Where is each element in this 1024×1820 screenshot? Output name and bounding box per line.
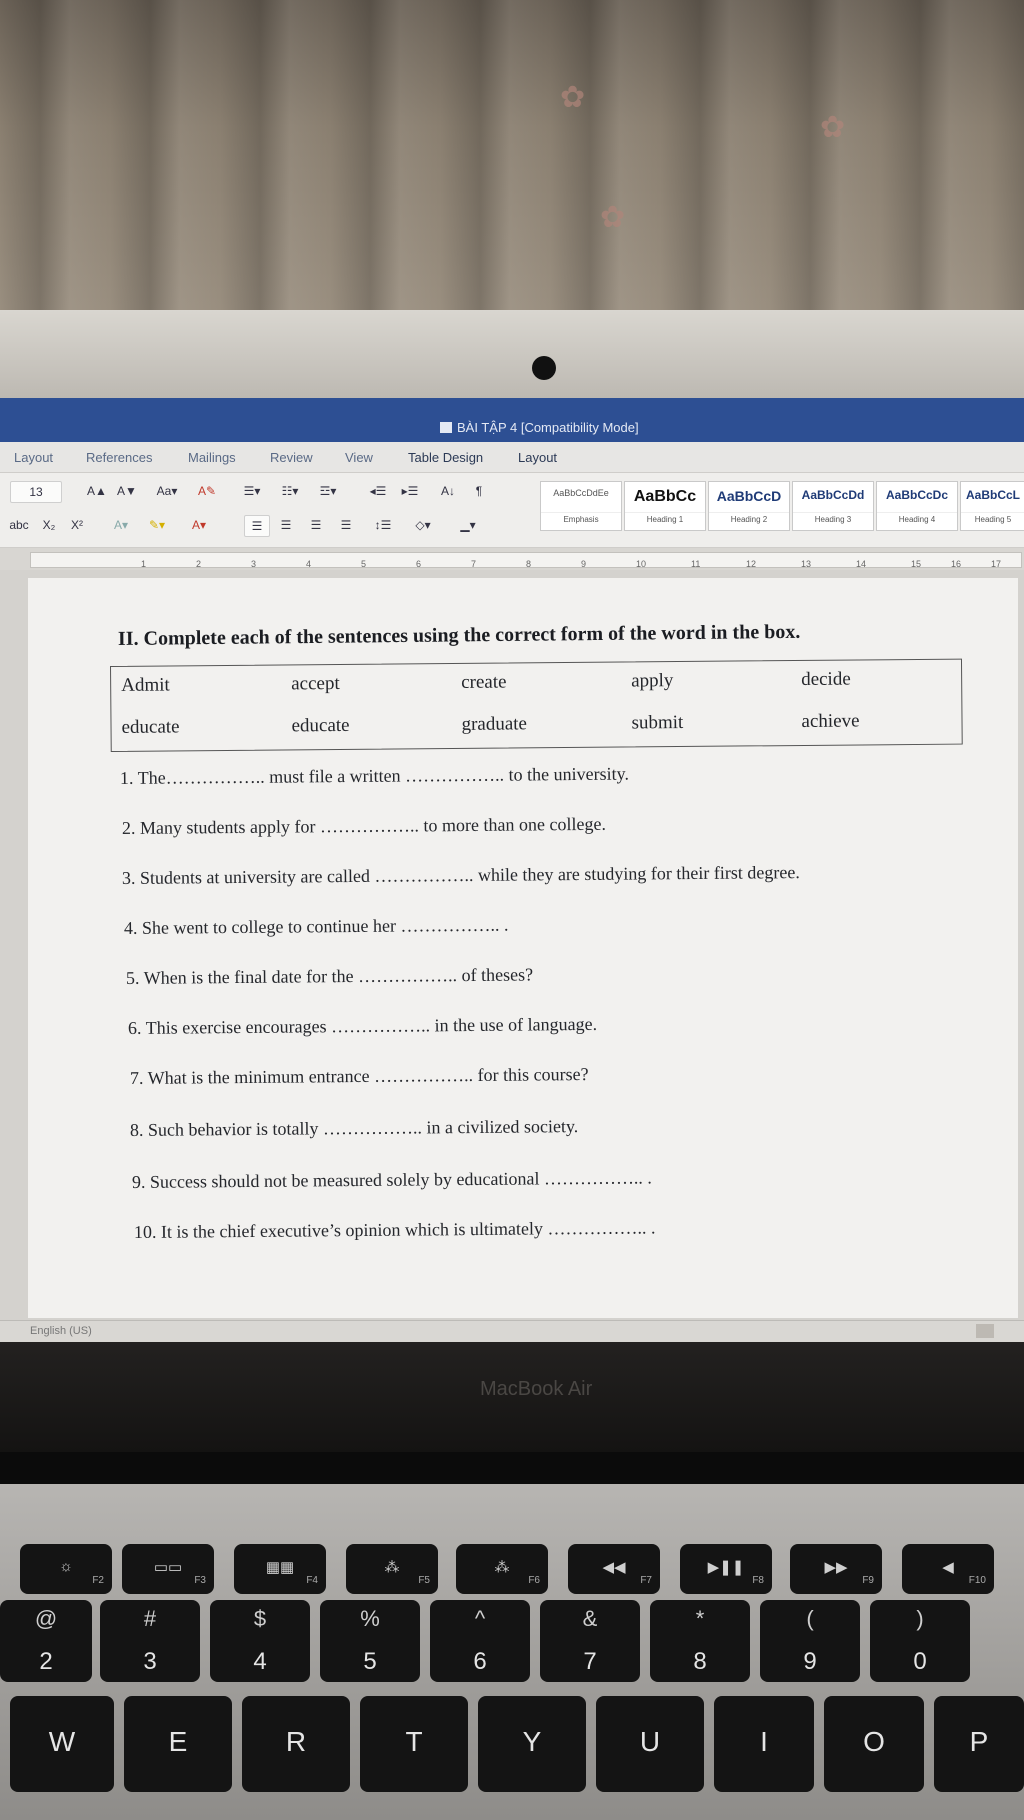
key-label: F9 bbox=[862, 1575, 874, 1586]
sentence-8: 8. Such behavior is totally …………….. in a civilized society. bbox=[129, 1116, 579, 1140]
keyboard-light-up-icon: ⁂ bbox=[494, 1559, 510, 1576]
tab-mailings[interactable]: Mailings bbox=[188, 450, 236, 465]
style-heading-4[interactable] bbox=[876, 481, 958, 531]
laptop-hinge bbox=[0, 1452, 1024, 1484]
key-i[interactable] bbox=[714, 1696, 814, 1792]
sentence-1: 1. The…………….. must file a written …………….. to the university. bbox=[119, 763, 630, 788]
ruler-tick: 11 bbox=[691, 559, 701, 569]
key-f8[interactable] bbox=[680, 1544, 772, 1594]
style-sample: AaBbCcD bbox=[716, 488, 782, 504]
align-right-icon[interactable]: ☰ bbox=[310, 518, 322, 532]
subscript-button[interactable]: X₂ bbox=[42, 518, 56, 532]
multilevel-list-icon[interactable]: ☲▾ bbox=[319, 484, 337, 498]
key-shift-label: * bbox=[695, 1606, 705, 1631]
laptop-lid bbox=[0, 310, 1024, 400]
key-label: F8 bbox=[752, 1575, 764, 1586]
key-label: O bbox=[863, 1726, 885, 1757]
style-heading-3[interactable] bbox=[792, 481, 874, 531]
line-spacing-icon[interactable]: ↕☰ bbox=[374, 518, 392, 532]
word-cell: create bbox=[461, 671, 507, 693]
key-8[interactable] bbox=[650, 1600, 750, 1682]
curtain-pattern: ✿ bbox=[820, 111, 846, 144]
sentence-5: 5. When is the final date for the …………….. of theses? bbox=[125, 964, 534, 988]
key-5[interactable] bbox=[320, 1600, 420, 1682]
style-sample: AaBbCc bbox=[633, 488, 697, 505]
key-shift-label: @ bbox=[34, 1606, 58, 1631]
sentence-3: 3. Students at university are called …………….. while they are studying for their first degree. bbox=[121, 862, 800, 888]
curtain-background bbox=[0, 0, 1024, 318]
increase-indent-icon[interactable]: ▸☰ bbox=[401, 484, 419, 498]
key-label: F6 bbox=[528, 1575, 540, 1586]
key-o[interactable] bbox=[824, 1696, 924, 1792]
justify-icon[interactable]: ☰ bbox=[340, 518, 352, 532]
tab-table-layout[interactable]: Layout bbox=[518, 450, 558, 465]
superscript-button[interactable]: X² bbox=[71, 518, 83, 532]
fast-forward-icon: ▶▶ bbox=[824, 1559, 848, 1576]
key-f10[interactable] bbox=[902, 1544, 994, 1594]
key-t[interactable] bbox=[360, 1696, 468, 1792]
key-label: 9 bbox=[803, 1648, 817, 1675]
tab-view[interactable]: View bbox=[345, 450, 373, 465]
key-label: F2 bbox=[92, 1575, 104, 1586]
key-shift-label: $ bbox=[253, 1606, 267, 1631]
style-emphasis[interactable] bbox=[540, 481, 622, 531]
key-f5[interactable] bbox=[346, 1544, 438, 1594]
key-label: 7 bbox=[583, 1648, 597, 1675]
ruler-tick: 15 bbox=[911, 559, 922, 569]
key-f7[interactable] bbox=[568, 1544, 660, 1594]
key-label: U bbox=[639, 1726, 661, 1757]
word-cell: apply bbox=[631, 670, 674, 692]
key-shift-label: # bbox=[143, 1606, 157, 1631]
font-color-icon[interactable]: A▾ bbox=[191, 518, 207, 532]
tab-layout[interactable]: Layout bbox=[14, 450, 54, 465]
word-cell: educate bbox=[291, 714, 350, 737]
key-f2[interactable] bbox=[20, 1544, 112, 1594]
sentence-6: 6. This exercise encourages …………….. in the use of language. bbox=[127, 1013, 598, 1038]
borders-icon[interactable]: ▁▾ bbox=[460, 518, 476, 532]
ruler-tick: 17 bbox=[991, 559, 1002, 569]
brightness-icon: ☼ bbox=[59, 1558, 73, 1575]
ruler-tick: 3 bbox=[251, 559, 257, 569]
strikethrough-button[interactable]: abc bbox=[9, 518, 29, 532]
key-r[interactable] bbox=[242, 1696, 350, 1792]
style-heading-5[interactable] bbox=[960, 481, 1024, 531]
sentence-7: 7. What is the minimum entrance …………….. for this course? bbox=[129, 1063, 589, 1088]
word-cell: achieve bbox=[801, 710, 860, 732]
key-label: F10 bbox=[968, 1575, 986, 1586]
grow-font-button[interactable]: A▲ bbox=[87, 484, 107, 498]
word-cell: decide bbox=[801, 668, 851, 690]
key-f4[interactable] bbox=[234, 1544, 326, 1594]
style-name: Heading 3 bbox=[793, 512, 873, 524]
status-bar bbox=[0, 1320, 1024, 1342]
style-heading-1[interactable] bbox=[624, 481, 706, 531]
key-f3[interactable] bbox=[122, 1544, 214, 1594]
ruler-tick: 7 bbox=[471, 559, 477, 569]
align-left-icon[interactable]: ☰ bbox=[244, 515, 270, 537]
ruler-tick: 12 bbox=[746, 559, 757, 569]
style-name: Heading 4 bbox=[877, 512, 957, 524]
text-effects-icon[interactable]: A▾ bbox=[113, 518, 129, 532]
word-cell: graduate bbox=[461, 713, 528, 735]
style-name: Heading 2 bbox=[709, 512, 789, 524]
key-label: 8 bbox=[693, 1648, 707, 1675]
style-sample: AaBbCcDc bbox=[885, 488, 948, 502]
align-center-icon[interactable]: ☰ bbox=[280, 518, 292, 532]
language-indicator[interactable]: English (US) bbox=[30, 1325, 92, 1337]
style-sample: AaBbCcDdEe bbox=[553, 488, 609, 498]
key-y[interactable] bbox=[478, 1696, 586, 1792]
key-label: W bbox=[48, 1726, 76, 1757]
key-p[interactable] bbox=[934, 1696, 1024, 1792]
sentence-2: 2. Many students apply for …………….. to more than one college. bbox=[121, 813, 606, 838]
sentence-10: 10. It is the chief executive’s opinion which is ultimately …………….. . bbox=[133, 1217, 656, 1242]
launchpad-icon: ▦▦ bbox=[265, 1559, 295, 1576]
key-7[interactable] bbox=[540, 1600, 640, 1682]
style-name: Emphasis bbox=[541, 512, 621, 524]
ruler-tick: 8 bbox=[526, 559, 532, 569]
key-label: F3 bbox=[194, 1575, 206, 1586]
highlight-color-icon[interactable]: ✎▾ bbox=[148, 518, 166, 532]
play-pause-icon: ▶❚❚ bbox=[707, 1559, 745, 1576]
word-cell: submit bbox=[631, 712, 684, 734]
tab-table-design[interactable]: Table Design bbox=[408, 450, 484, 465]
sentence-4: 4. She went to college to continue her …………….. . bbox=[123, 914, 509, 938]
document-canvas bbox=[0, 570, 1024, 1320]
curtain-pattern: ✿ bbox=[600, 201, 626, 234]
ruler-tick: 13 bbox=[801, 559, 812, 569]
key-shift-label: ) bbox=[916, 1606, 924, 1631]
ruler-tick: 9 bbox=[581, 559, 587, 569]
ruler-tick: 6 bbox=[416, 559, 422, 569]
key-label: 3 bbox=[143, 1648, 157, 1675]
laptop-brand-label: MacBook Air bbox=[480, 1378, 593, 1400]
key-label: E bbox=[168, 1726, 188, 1757]
key-0[interactable] bbox=[870, 1600, 970, 1682]
key-label: 6 bbox=[473, 1648, 487, 1675]
change-case-icon[interactable]: Aa▾ bbox=[156, 484, 178, 498]
shrink-font-button[interactable]: A▼ bbox=[117, 484, 137, 498]
key-label: R bbox=[285, 1726, 307, 1757]
style-sample: AaBbCcL bbox=[965, 488, 1020, 502]
window-title-text: BÀI TẬP 4 [Compatibility Mode] bbox=[457, 420, 639, 435]
laptop-screen bbox=[0, 398, 1024, 1342]
ruler-tick: 4 bbox=[306, 559, 312, 569]
mission-control-icon: ▭▭ bbox=[153, 1559, 183, 1576]
window-titlebar bbox=[0, 398, 1024, 442]
rewind-icon: ◀◀ bbox=[602, 1559, 626, 1576]
ribbon-toolbar bbox=[0, 473, 1024, 548]
key-shift-label: % bbox=[360, 1606, 380, 1631]
webcam bbox=[532, 356, 556, 380]
key-e[interactable] bbox=[124, 1696, 232, 1792]
style-name: Heading 5 bbox=[961, 512, 1024, 524]
show-formatting-icon[interactable]: ¶ bbox=[475, 484, 483, 498]
key-u[interactable] bbox=[596, 1696, 704, 1792]
word-cell: educate bbox=[121, 716, 180, 738]
key-label: 2 bbox=[39, 1648, 53, 1675]
key-label: 4 bbox=[253, 1648, 267, 1675]
bullets-icon[interactable]: ☰▾ bbox=[243, 484, 261, 498]
exercise-heading: II. Complete each of the sentences using the correct form of the word in the box. bbox=[117, 620, 801, 650]
key-shift-label: ( bbox=[806, 1606, 814, 1631]
key-6[interactable] bbox=[430, 1600, 530, 1682]
ribbon-tabs bbox=[0, 442, 1024, 473]
key-shift-label: & bbox=[582, 1606, 598, 1631]
key-w[interactable] bbox=[10, 1696, 114, 1792]
key-f9[interactable] bbox=[790, 1544, 882, 1594]
ruler-tick: 1 bbox=[141, 559, 147, 569]
curtain-pattern: ✿ bbox=[560, 81, 586, 114]
clear-formatting-icon[interactable]: A✎ bbox=[197, 484, 217, 498]
key-4[interactable] bbox=[210, 1600, 310, 1682]
word-cell: accept bbox=[291, 672, 340, 695]
key-label: F4 bbox=[306, 1575, 318, 1586]
style-heading-2[interactable] bbox=[708, 481, 790, 531]
horizontal-ruler bbox=[0, 548, 1024, 570]
key-label: I bbox=[760, 1726, 768, 1757]
document-page[interactable] bbox=[28, 578, 1018, 1318]
word-box-table[interactable] bbox=[110, 659, 963, 752]
sentence-9: 9. Success should not be measured solely by educational …………….. . bbox=[131, 1167, 652, 1192]
numbering-icon[interactable]: ☷▾ bbox=[281, 484, 299, 498]
tab-references[interactable]: References bbox=[86, 450, 153, 465]
ruler-tick: 16 bbox=[951, 559, 962, 569]
ruler-tick: 5 bbox=[361, 559, 367, 569]
ruler-tick: 10 bbox=[636, 559, 647, 569]
key-label: 5 bbox=[363, 1648, 377, 1675]
key-2[interactable] bbox=[0, 1600, 92, 1682]
window-title bbox=[440, 420, 639, 435]
key-shift-label: ^ bbox=[474, 1606, 486, 1631]
keyboard-light-down-icon: ⁂ bbox=[384, 1559, 400, 1576]
mute-icon: ◀ bbox=[942, 1559, 954, 1576]
sort-icon[interactable]: A↓ bbox=[440, 484, 455, 498]
view-mode-icon[interactable] bbox=[976, 1324, 994, 1338]
ruler-tick: 2 bbox=[196, 559, 202, 569]
key-label: Y bbox=[522, 1726, 542, 1757]
decrease-indent-icon[interactable]: ◂☰ bbox=[369, 484, 387, 498]
ruler-tick: 14 bbox=[856, 559, 867, 569]
key-label: F7 bbox=[640, 1575, 652, 1586]
key-label: F5 bbox=[418, 1575, 430, 1586]
shading-icon[interactable]: ◇▾ bbox=[415, 518, 431, 532]
key-label: 0 bbox=[913, 1648, 927, 1675]
key-label: P bbox=[969, 1726, 989, 1757]
word-document-icon bbox=[440, 422, 452, 433]
font-size-select[interactable]: 13 bbox=[10, 481, 62, 503]
key-3[interactable] bbox=[100, 1600, 200, 1682]
ruler-track[interactable] bbox=[30, 552, 1022, 568]
word-cell: Admit bbox=[121, 674, 170, 696]
tab-review[interactable]: Review bbox=[270, 450, 313, 465]
key-f6[interactable] bbox=[456, 1544, 548, 1594]
style-sample: AaBbCcDd bbox=[801, 488, 865, 502]
style-name: Heading 1 bbox=[625, 512, 705, 524]
key-label: T bbox=[405, 1726, 423, 1757]
key-9[interactable] bbox=[760, 1600, 860, 1682]
